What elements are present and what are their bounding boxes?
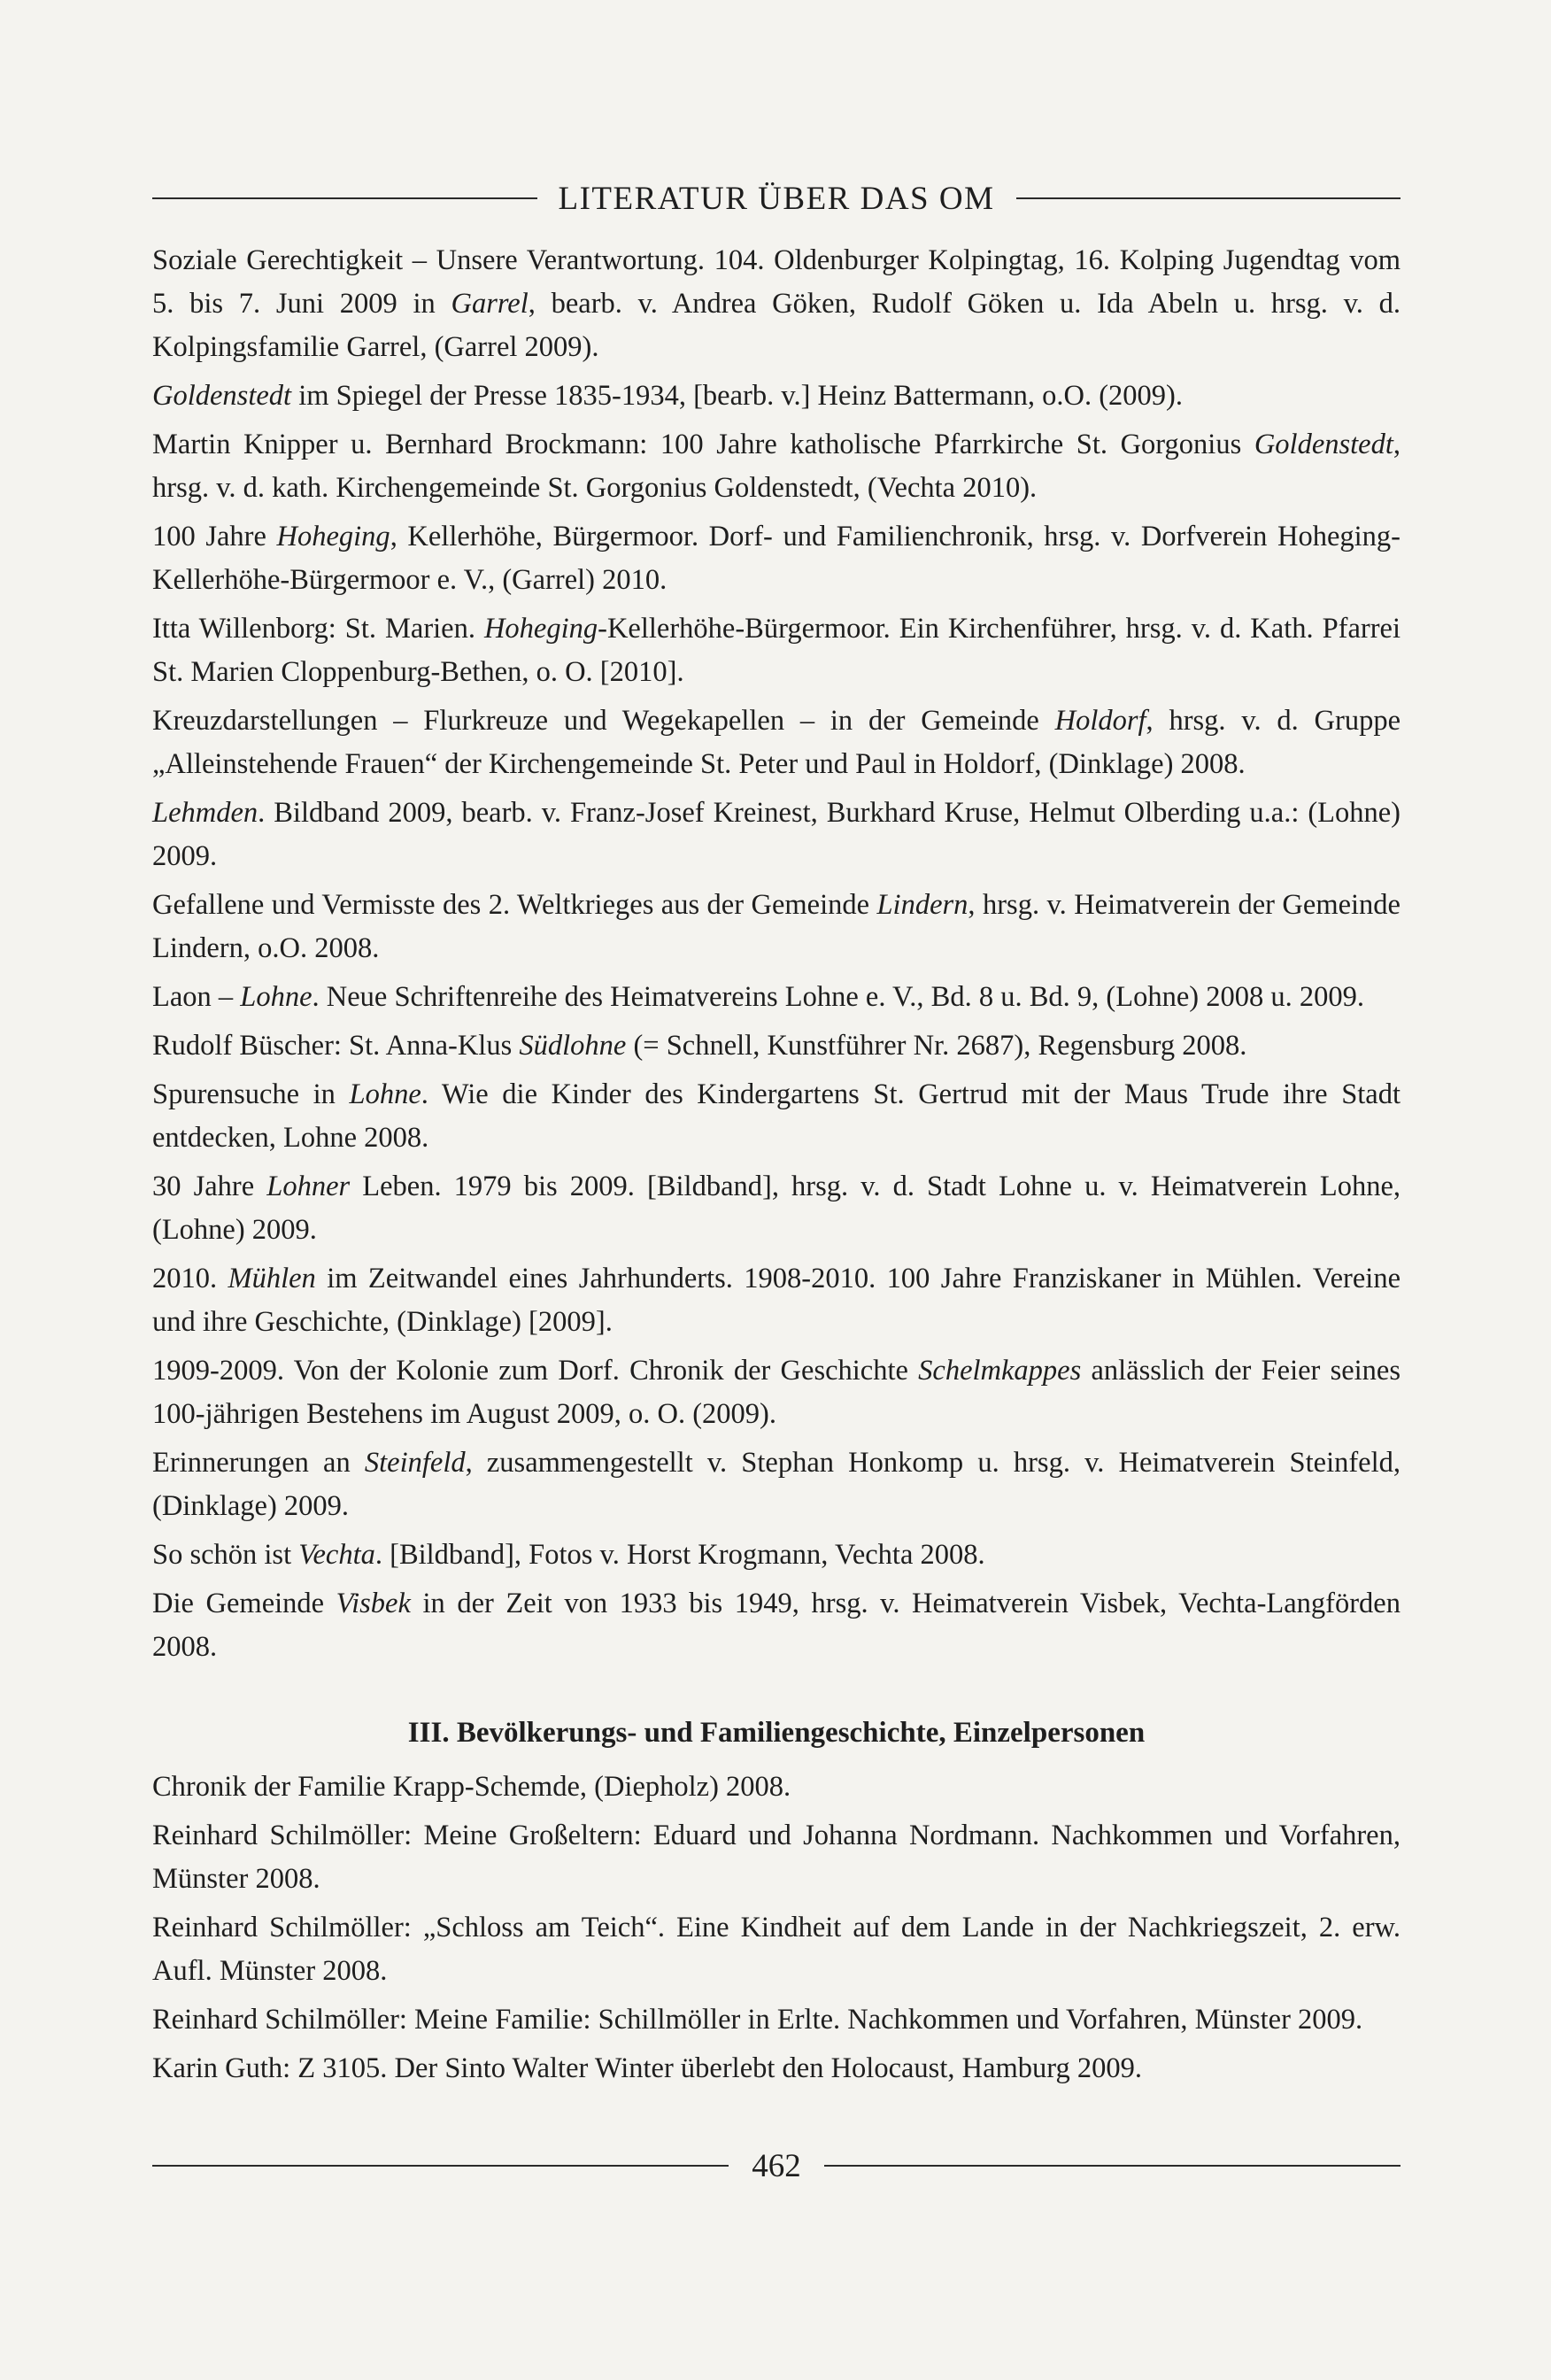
entry-text: in der Zeit von 1933 bis 1949, hrsg. v. Heimatverein Visbek, Vechta-Langförden 2008.: [152, 1588, 1401, 1663]
entry-text: 30 Jahre: [152, 1171, 267, 1202]
italic-place-name: Schelmkappes: [918, 1355, 1082, 1387]
entry-text: Itta Willenborg: St. Marien.: [152, 613, 484, 645]
bibliography-entry: [152, 2047, 1401, 2090]
italic-place-name: Mühlen: [228, 1263, 316, 1294]
entry-text: . Bildband 2009, bearb. v. Franz-Josef Kreinest, Burkhard Kruse, Helmut Olberding u.a.: (Lohne) 2009.: [152, 797, 1401, 872]
entry-text: . Wie die Kinder des Kindergartens St. Gertrud mit der Maus Trude ihre Stadt entdecken, Lohne 2008.: [152, 1078, 1401, 1154]
bibliography-list-section-iii: [152, 1766, 1401, 2090]
footer-rule-right: [824, 2165, 1401, 2167]
bibliography-entry: [152, 423, 1401, 510]
entry-text: im Spiegel der Presse 1835-1934, [bearb. v.] Heinz Battermann, o.O. (2009).: [291, 380, 1184, 412]
entry-text: Martin Knipper u. Bernhard Brockmann: 100 Jahre katholische Pfarrkirche St. Gorgonius: [152, 429, 1254, 460]
bibliography-entry: [152, 976, 1401, 1019]
entry-text: , Kellerhöhe, Bürgermoor. Dorf- und Familienchronik, hrsg. v. Dorfverein Hoheging-Kellerhöhe-Bürgermoor e. V., (Garrel) 2010.: [152, 521, 1401, 596]
entry-text: 100 Jahre: [152, 521, 277, 552]
italic-place-name: Holdorf: [1054, 705, 1146, 737]
header-rule-left: [152, 197, 537, 199]
bibliography-entry: [152, 1073, 1401, 1160]
italic-place-name: Lohne: [240, 981, 313, 1013]
entry-text: Rudolf Büscher: St. Anna-Klus: [152, 1030, 520, 1062]
entry-text: , zusammengestellt v. Stephan Honkomp u. hrsg. v. Heimatverein Steinfeld, (Dinklage) 2009.: [152, 1447, 1401, 1522]
entry-text: -Kellerhöhe-Bürgermoor. Ein Kirchenführer, hrsg. v. d. Kath. Pfarrei St. Marien Cloppenburg-Bethen, o. O. [2010].: [152, 613, 1401, 688]
entry-text: anlässlich der Feier seines 100-jährigen Bestehens im August 2009, o. O. (2009).: [152, 1355, 1401, 1430]
italic-place-name: Garrel: [451, 288, 529, 320]
bibliography-entry: [152, 515, 1401, 602]
entry-text: , hrsg. v. Heimatverein der Gemeinde Lindern, o.O. 2008.: [152, 889, 1401, 964]
italic-place-name: Goldenstedt: [1254, 429, 1393, 460]
bibliography-entry: [152, 1165, 1401, 1252]
entry-text: Erinnerungen an: [152, 1447, 365, 1479]
bibliography-entry: [152, 1441, 1401, 1528]
bibliography-entry: [152, 1766, 1401, 1809]
italic-place-name: Südlohne: [519, 1030, 627, 1062]
entry-text: Karin Guth: Z 3105. Der Sinto Walter Winter überlebt den Holocaust, Hamburg 2009.: [152, 2052, 1143, 2084]
header-rule-right: [1016, 197, 1401, 199]
footer-rule-left: [152, 2165, 729, 2167]
entry-text: . Neue Schriftenreihe des Heimatvereins Lohne e. V., Bd. 8 u. Bd. 9, (Lohne) 2008 u. 2009.: [312, 981, 1364, 1013]
page-body: [152, 239, 1401, 2096]
bibliography-entry: [152, 792, 1401, 878]
entry-text: Laon –: [152, 981, 241, 1013]
italic-place-name: Vechta: [298, 1539, 375, 1571]
entry-text: Soziale Gerechtigkeit – Unsere Verantwortung. 104. Oldenburger Kolpingtag, 16. Kolping Jugendtag vom 5. bis 7. Juni 2009 in: [152, 244, 1401, 320]
entry-text: , hrsg. v. d. kath. Kirchengemeinde St. Gorgonius Goldenstedt, (Vechta 2010).: [152, 429, 1401, 504]
bibliography-entry: [152, 1257, 1401, 1344]
entry-text: im Zeitwandel eines Jahrhunderts. 1908-2010. 100 Jahre Franziskaner in Mühlen. Vereine und ihre Geschichte, (Dinklage) [2009].: [152, 1263, 1401, 1338]
italic-place-name: Lohner: [266, 1171, 351, 1202]
entry-text: Reinhard Schilmöller: „Schloss am Teich“. Eine Kindheit auf dem Lande in der Nachkriegszeit, 2. erw. Aufl. Münster 2008.: [152, 1912, 1401, 1987]
italic-place-name: Visbek: [336, 1588, 411, 1619]
entry-text: Spurensuche in: [152, 1078, 350, 1110]
entry-text: . [Bildband], Fotos v. Horst Krogmann, Vechta 2008.: [374, 1539, 985, 1571]
italic-place-name: Steinfeld: [364, 1447, 466, 1479]
page-footer: [152, 2141, 1401, 2191]
bibliography-entry: [152, 1582, 1401, 1669]
italic-place-name: Goldenstedt: [152, 380, 292, 412]
bibliography-entry: [152, 1534, 1401, 1577]
entry-text: Leben. 1979 bis 2009. [Bildband], hrsg. v. d. Stadt Lohne u. v. Heimatverein Lohne, (Lohne) 2009.: [152, 1171, 1401, 1246]
bibliography-entry: [152, 1998, 1401, 2042]
italic-place-name: Lindern: [876, 889, 968, 921]
bibliography-entry: [152, 607, 1401, 694]
bibliography-entry: [152, 239, 1401, 369]
entry-text: So schön ist: [152, 1539, 299, 1571]
entry-text: 2010.: [152, 1263, 228, 1294]
italic-place-name: Lehmden: [152, 797, 258, 829]
entry-text: (= Schnell, Kunstführer Nr. 2687), Regensburg 2008.: [626, 1030, 1247, 1062]
bibliography-entry: [152, 884, 1401, 970]
bibliography-list: [152, 239, 1401, 1669]
section-heading: III. Bevölkerungs- und Familiengeschichte, Einzelpersonen: [407, 1717, 1146, 1749]
entry-text: 1909-2009. Von der Kolonie zum Dorf. Chronik der Geschichte: [152, 1355, 919, 1387]
bibliography-entry: [152, 1814, 1401, 1901]
bibliography-entry: [152, 375, 1401, 418]
entry-text: Chronik der Familie Krapp-Schemde, (Diepholz) 2008.: [152, 1771, 791, 1803]
bibliography-entry: [152, 1024, 1401, 1068]
entry-text: Reinhard Schilmöller: Meine Großeltern: Eduard und Johanna Nordmann. Nachkommen und Vorfahren, Münster 2008.: [152, 1820, 1401, 1895]
bibliography-entry: [152, 1349, 1401, 1436]
bibliography-entry: [152, 1906, 1401, 1993]
italic-place-name: Lohne: [349, 1078, 421, 1110]
entry-text: Die Gemeinde: [152, 1588, 336, 1619]
page-number: 462: [752, 2147, 801, 2184]
running-header: [152, 174, 1401, 223]
italic-place-name: Hoheging: [276, 521, 390, 552]
entry-text: , hrsg. v. d. Gruppe „Alleinstehende Frauen“ der Kirchengemeinde St. Peter und Paul in Holdorf, (Dinklage) 2008.: [152, 705, 1401, 780]
entry-text: Kreuzdarstellungen – Flurkreuze und Wegekapellen – in der Gemeinde: [152, 705, 1055, 737]
bibliography-entry: [152, 699, 1401, 786]
running-title: LITERATUR ÜBER DAS OM: [558, 180, 995, 217]
entry-text: , bearb. v. Andrea Göken, Rudolf Göken u. Ida Abeln u. hrsg. v. d. Kolpingsfamilie Garrel, (Garrel 2009).: [152, 288, 1401, 363]
entry-text: Reinhard Schilmöller: Meine Familie: Schillmöller in Erlte. Nachkommen und Vorfahren, Münster 2009.: [152, 2004, 1363, 2036]
italic-place-name: Hoheging: [483, 613, 598, 645]
entry-text: Gefallene und Vermisste des 2. Weltkrieges aus der Gemeinde: [152, 889, 877, 921]
